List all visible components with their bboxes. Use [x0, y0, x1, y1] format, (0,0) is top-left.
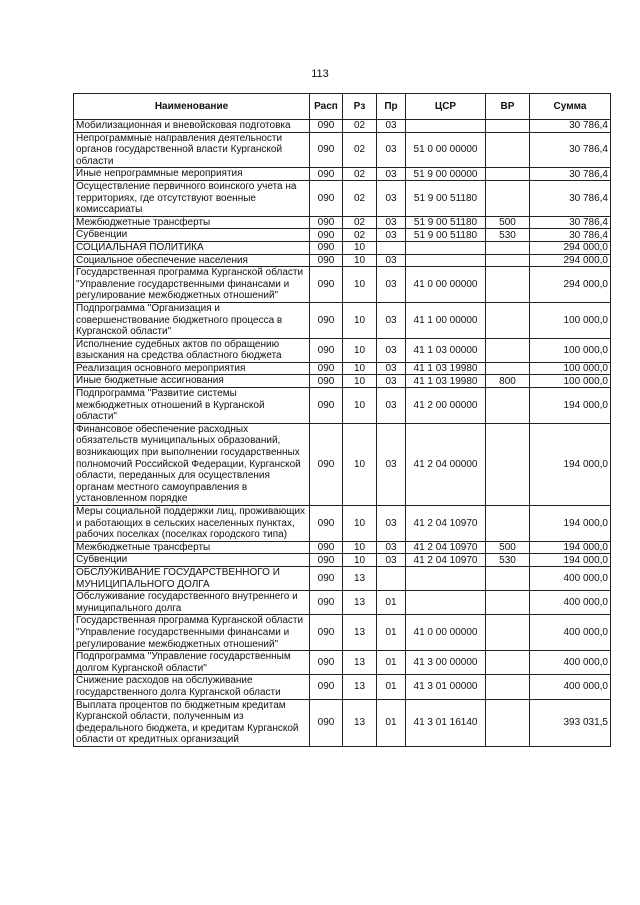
table-row	[74, 675, 611, 699]
cell-rz: 10	[343, 302, 377, 338]
cell-csr: 41 0 00 00000	[406, 267, 486, 303]
cell-rz: 10	[343, 541, 377, 554]
cell-pr: 03	[377, 362, 406, 375]
table-row	[74, 554, 611, 567]
cell-csr: 41 2 04 00000	[406, 423, 486, 505]
cell-sum: 400 000,0	[530, 591, 611, 615]
cell-sum: 30 786,4	[530, 180, 611, 216]
table-row	[74, 566, 611, 590]
cell-sum: 400 000,0	[530, 651, 611, 675]
header-rz: Рз	[343, 94, 377, 120]
cell-pr: 01	[377, 699, 406, 746]
cell-csr: 41 2 04 10970	[406, 541, 486, 554]
cell-pr: 03	[377, 132, 406, 168]
cell-name: Исполнение судебных актов по обращению взыскания на средства областного бюджета	[74, 338, 310, 362]
header-pr: Пр	[377, 94, 406, 120]
cell-csr	[406, 241, 486, 254]
cell-vr	[486, 699, 530, 746]
cell-vr: 530	[486, 554, 530, 567]
cell-sum: 194 000,0	[530, 388, 611, 424]
cell-csr: 41 2 04 10970	[406, 554, 486, 567]
cell-pr: 03	[377, 554, 406, 567]
cell-rz: 13	[343, 591, 377, 615]
cell-rz: 02	[343, 132, 377, 168]
cell-pr: 01	[377, 675, 406, 699]
header-csr: ЦСР	[406, 94, 486, 120]
cell-rasp: 090	[310, 591, 343, 615]
cell-name: СОЦИАЛЬНАЯ ПОЛИТИКА	[74, 241, 310, 254]
cell-rz: 13	[343, 699, 377, 746]
cell-name: Подпрограмма "Развитие системы межбюджетных отношений в Курганской области"	[74, 388, 310, 424]
table-row	[74, 216, 611, 229]
cell-csr: 41 2 00 00000	[406, 388, 486, 424]
cell-rasp: 090	[310, 241, 343, 254]
cell-rz: 10	[343, 375, 377, 388]
cell-csr: 41 1 03 19980	[406, 362, 486, 375]
cell-rz: 13	[343, 615, 377, 651]
cell-rz: 13	[343, 675, 377, 699]
cell-vr	[486, 423, 530, 505]
cell-sum: 100 000,0	[530, 338, 611, 362]
cell-rz: 10	[343, 388, 377, 424]
table-row	[74, 699, 611, 746]
cell-csr	[406, 566, 486, 590]
cell-name: Меры социальной поддержки лиц, проживающих и работающих в сельских населенных пунктах, рабочих поселках (поселках городского типа)	[74, 506, 310, 542]
cell-vr	[486, 267, 530, 303]
cell-csr	[406, 591, 486, 615]
cell-rasp: 090	[310, 506, 343, 542]
cell-rasp: 090	[310, 388, 343, 424]
cell-sum: 30 786,4	[530, 120, 611, 133]
cell-rasp: 090	[310, 120, 343, 133]
header-rasp: Расп	[310, 94, 343, 120]
cell-vr	[486, 566, 530, 590]
table-row	[74, 423, 611, 505]
cell-pr: 03	[377, 267, 406, 303]
table-row	[74, 591, 611, 615]
cell-csr: 41 2 04 10970	[406, 506, 486, 542]
cell-sum: 294 000,0	[530, 267, 611, 303]
cell-csr: 51 9 00 51180	[406, 216, 486, 229]
cell-rasp: 090	[310, 302, 343, 338]
cell-rasp: 090	[310, 254, 343, 267]
cell-rz: 10	[343, 554, 377, 567]
cell-name: Осуществление первичного воинского учета на территориях, где отсутствуют военные комиссариаты	[74, 180, 310, 216]
table-row	[74, 375, 611, 388]
cell-name: Иные непрограммные мероприятия	[74, 168, 310, 181]
cell-rasp: 090	[310, 615, 343, 651]
cell-sum: 30 786,4	[530, 132, 611, 168]
cell-rasp: 090	[310, 216, 343, 229]
cell-vr	[486, 254, 530, 267]
cell-rz: 13	[343, 651, 377, 675]
cell-rz: 02	[343, 120, 377, 133]
cell-rasp: 090	[310, 168, 343, 181]
table-row	[74, 615, 611, 651]
cell-vr	[486, 120, 530, 133]
cell-name: Межбюджетные трансферты	[74, 216, 310, 229]
cell-name: Выплата процентов по бюджетным кредитам Курганской области, полученным из федерального бюджета, и кредитам Курганской области от кредитных организаций	[74, 699, 310, 746]
cell-csr: 51 9 00 51180	[406, 229, 486, 242]
cell-rasp: 090	[310, 566, 343, 590]
cell-pr: 03	[377, 216, 406, 229]
cell-vr: 500	[486, 216, 530, 229]
cell-rz: 02	[343, 180, 377, 216]
cell-pr: 03	[377, 541, 406, 554]
cell-name: Снижение расходов на обслуживание государственного долга Курганской области	[74, 675, 310, 699]
cell-rz: 10	[343, 506, 377, 542]
page-number: 113	[311, 68, 329, 80]
table-row	[74, 254, 611, 267]
cell-sum: 393 031,5	[530, 699, 611, 746]
table-body	[74, 120, 611, 747]
table-row	[74, 506, 611, 542]
table-row	[74, 651, 611, 675]
cell-rz: 02	[343, 168, 377, 181]
table-row	[74, 120, 611, 133]
table-header-row	[74, 94, 611, 120]
cell-vr	[486, 180, 530, 216]
cell-rasp: 090	[310, 541, 343, 554]
cell-pr: 03	[377, 254, 406, 267]
cell-name: Обслуживание государственного внутреннего и муниципального долга	[74, 591, 310, 615]
cell-vr	[486, 362, 530, 375]
cell-rz: 10	[343, 254, 377, 267]
cell-name: Мобилизационная и вневойсковая подготовка	[74, 120, 310, 133]
cell-sum: 30 786,4	[530, 229, 611, 242]
table-row	[74, 267, 611, 303]
cell-rasp: 090	[310, 267, 343, 303]
cell-name: Подпрограмма "Организация и совершенствование бюджетного процесса в Курганской области"	[74, 302, 310, 338]
cell-sum: 194 000,0	[530, 554, 611, 567]
cell-name: Межбюджетные трансферты	[74, 541, 310, 554]
cell-sum: 194 000,0	[530, 541, 611, 554]
cell-csr: 51 9 00 51180	[406, 180, 486, 216]
cell-rasp: 090	[310, 338, 343, 362]
cell-pr: 03	[377, 120, 406, 133]
cell-rz: 10	[343, 241, 377, 254]
cell-pr: 03	[377, 302, 406, 338]
cell-sum: 294 000,0	[530, 241, 611, 254]
cell-vr: 500	[486, 541, 530, 554]
cell-sum: 100 000,0	[530, 375, 611, 388]
table-row	[74, 168, 611, 181]
cell-pr: 03	[377, 506, 406, 542]
cell-rasp: 090	[310, 699, 343, 746]
cell-csr: 41 1 03 00000	[406, 338, 486, 362]
cell-pr: 03	[377, 423, 406, 505]
cell-vr	[486, 591, 530, 615]
cell-rasp: 090	[310, 375, 343, 388]
cell-name: Государственная программа Курганской области "Управление государственными финансами и регулирование межбюджетных отношений"	[74, 615, 310, 651]
cell-pr: 03	[377, 229, 406, 242]
cell-name: Реализация основного мероприятия	[74, 362, 310, 375]
cell-csr: 51 0 00 00000	[406, 132, 486, 168]
cell-vr	[486, 168, 530, 181]
cell-vr	[486, 615, 530, 651]
cell-csr	[406, 254, 486, 267]
cell-rz: 10	[343, 423, 377, 505]
cell-name: Финансовое обеспечение расходных обязательств муниципальных образований, возникающих при выполнении государственных полномочий Российской Федерации, Курганской области, переданных для осуществления органам местного самоуправления в установленном порядке	[74, 423, 310, 505]
cell-sum: 100 000,0	[530, 362, 611, 375]
cell-rasp: 090	[310, 180, 343, 216]
table-row	[74, 338, 611, 362]
cell-rasp: 090	[310, 675, 343, 699]
cell-rasp: 090	[310, 554, 343, 567]
table-row	[74, 132, 611, 168]
cell-vr	[486, 241, 530, 254]
cell-csr	[406, 120, 486, 133]
cell-rz: 02	[343, 216, 377, 229]
cell-csr: 41 3 00 00000	[406, 651, 486, 675]
cell-name: Субвенции	[74, 554, 310, 567]
cell-sum: 30 786,4	[530, 216, 611, 229]
cell-vr: 800	[486, 375, 530, 388]
cell-pr	[377, 241, 406, 254]
cell-pr: 03	[377, 168, 406, 181]
cell-vr: 530	[486, 229, 530, 242]
cell-sum: 400 000,0	[530, 675, 611, 699]
cell-pr: 01	[377, 591, 406, 615]
cell-pr: 03	[377, 338, 406, 362]
cell-name: Непрограммные направления деятельности органов государственной власти Курганской области	[74, 132, 310, 168]
cell-sum: 400 000,0	[530, 566, 611, 590]
cell-rz: 10	[343, 362, 377, 375]
cell-csr: 41 1 00 00000	[406, 302, 486, 338]
table-row	[74, 541, 611, 554]
cell-vr	[486, 338, 530, 362]
cell-vr	[486, 651, 530, 675]
cell-vr	[486, 388, 530, 424]
cell-rz: 10	[343, 267, 377, 303]
header-vr: ВР	[486, 94, 530, 120]
table-row	[74, 241, 611, 254]
cell-pr: 03	[377, 180, 406, 216]
cell-rasp: 090	[310, 229, 343, 242]
cell-vr	[486, 132, 530, 168]
cell-sum: 194 000,0	[530, 506, 611, 542]
table-row	[74, 180, 611, 216]
cell-rz: 13	[343, 566, 377, 590]
cell-rasp: 090	[310, 423, 343, 505]
cell-sum: 294 000,0	[530, 254, 611, 267]
cell-pr: 03	[377, 388, 406, 424]
header-sum: Сумма	[530, 94, 611, 120]
cell-name: Подпрограмма "Управление государственным долгом Курганской области"	[74, 651, 310, 675]
table-row	[74, 302, 611, 338]
cell-sum: 100 000,0	[530, 302, 611, 338]
table-row	[74, 229, 611, 242]
cell-rasp: 090	[310, 362, 343, 375]
cell-csr: 41 3 01 16140	[406, 699, 486, 746]
cell-name: Государственная программа Курганской области "Управление государственными финансами и регулирование межбюджетных отношений"	[74, 267, 310, 303]
cell-csr: 41 1 03 19980	[406, 375, 486, 388]
cell-csr: 41 3 01 00000	[406, 675, 486, 699]
cell-vr	[486, 302, 530, 338]
cell-rz: 10	[343, 338, 377, 362]
cell-sum: 400 000,0	[530, 615, 611, 651]
cell-vr	[486, 675, 530, 699]
cell-csr: 51 9 00 00000	[406, 168, 486, 181]
cell-name: ОБСЛУЖИВАНИЕ ГОСУДАРСТВЕННОГО И МУНИЦИПАЛЬНОГО ДОЛГА	[74, 566, 310, 590]
cell-pr: 03	[377, 375, 406, 388]
cell-name: Иные бюджетные ассигнования	[74, 375, 310, 388]
cell-pr: 01	[377, 651, 406, 675]
cell-rz: 02	[343, 229, 377, 242]
cell-vr	[486, 506, 530, 542]
cell-sum: 30 786,4	[530, 168, 611, 181]
table-row	[74, 388, 611, 424]
cell-rasp: 090	[310, 132, 343, 168]
cell-name: Субвенции	[74, 229, 310, 242]
budget-table	[73, 93, 611, 747]
cell-pr: 01	[377, 615, 406, 651]
cell-pr	[377, 566, 406, 590]
cell-sum: 194 000,0	[530, 423, 611, 505]
header-name: Наименование	[74, 94, 310, 120]
table-row	[74, 362, 611, 375]
cell-csr: 41 0 00 00000	[406, 615, 486, 651]
cell-name: Социальное обеспечение населения	[74, 254, 310, 267]
cell-rasp: 090	[310, 651, 343, 675]
